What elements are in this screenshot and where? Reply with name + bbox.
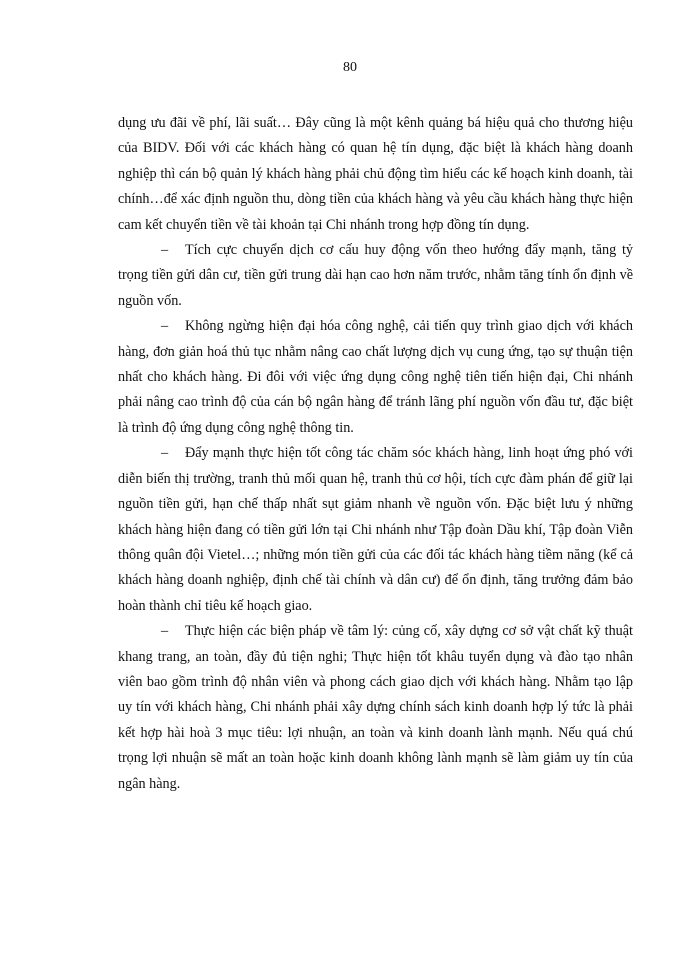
- bullet-paragraph: [118, 314, 633, 441]
- dash-bullet: –: [161, 242, 169, 259]
- bullet-paragraph: [118, 441, 633, 619]
- paragraph-intro: [118, 111, 633, 238]
- bullet-paragraph: [118, 619, 633, 797]
- page-number: 80: [343, 60, 357, 75]
- paragraph-text: Không ngừng hiện đại hóa công nghệ, cải tiến quy trình giao dịch với khách hàng, đơn giản hoá thủ tục nhằm nâng cao chất lượng dịch vụ cung ứng, tạo sự thuận tiện nhất cho khách hàng. Đi đôi với việc ứng dụng công nghệ tiên tiến hiện đại, Chi nhánh phải nâng cao trình độ của cán bộ ngân hàng để tránh lãng phí nguồn vốn đầu tư, đặc biệt là trình độ ứng dụng công nghệ thông tin.: [118, 318, 633, 436]
- dash-bullet: –: [161, 445, 169, 462]
- dash-bullet: –: [161, 318, 169, 335]
- paragraph-text: Thực hiện các biện pháp về tâm lý: củng cố, xây dựng cơ sở vật chất kỹ thuật khang trang, an toàn, đầy đủ tiện nghi; Thực hiện tốt khâu tuyển dụng và đào tạo nhân viên bao gồm trình độ nhân viên và phong cách giao dịch với khách hàng. Nhằm tạo lập uy tín với khách hàng, Chi nhánh phải xây dựng chính sách kinh doanh hợp lý tức là phải kết hợp hài hoà 3 mục tiêu: lợi nhuận, an toàn và kinh doanh lành mạnh. Nếu quá chú trọng lợi nhuận sẽ mất an toàn hoặc kinh doanh không lành mạnh sẽ làm giảm uy tín của ngân hàng.: [118, 623, 633, 792]
- paragraph-text: Tích cực chuyển dịch cơ cấu huy động vốn theo hướng đẩy mạnh, tăng tỷ trọng tiền gửi dân cư, tiền gửi trung dài hạn cao hơn năm trước, nhằm tăng tính ổn định về nguồn vốn.: [118, 242, 633, 309]
- paragraph-text: Đẩy mạnh thực hiện tốt công tác chăm sóc khách hàng, linh hoạt ứng phó với diễn biến thị trường, tranh thủ mối quan hệ, tranh thủ cơ hội, tích cực đàm phán để giữ lại nguồn tiền gửi, hạn chế thấp nhất sụt giảm nhanh về nguồn vốn. Đặc biệt lưu ý những khách hàng hiện đang có tiền gửi lớn tại Chi nhánh như Tập đoàn Dầu khí, Tập đoàn Viễn thông quân đội Vietel…; những món tiền gửi của các đối tác khách hàng tiềm năng (kể cả khách hàng doanh nghiệp, định chế tài chính và dân cư) để ổn định, tăng trưởng đảm bảo hoàn thành chỉ tiêu kế hoạch giao.: [118, 445, 633, 614]
- dash-bullet: –: [161, 623, 169, 640]
- paragraph-text: dụng ưu đãi về phí, lãi suất… Đây cũng là một kênh quảng bá hiệu quả cho thương hiệu của BIDV. Đối với các khách hàng có quan hệ tín dụng, đặc biệt là khách hàng doanh nghiệp thì cán bộ quản lý khách hàng phải chủ động tìm hiểu các kế hoạch kinh doanh, tài chính…để xác định nguồn thu, dòng tiền của khách hàng và yêu cầu khách hàng thực hiện cam kết chuyển tiền về tài khoản tại Chi nhánh trong hợp đồng tín dụng.: [118, 115, 633, 233]
- bullet-paragraph: [118, 238, 633, 314]
- body-text: [118, 111, 633, 797]
